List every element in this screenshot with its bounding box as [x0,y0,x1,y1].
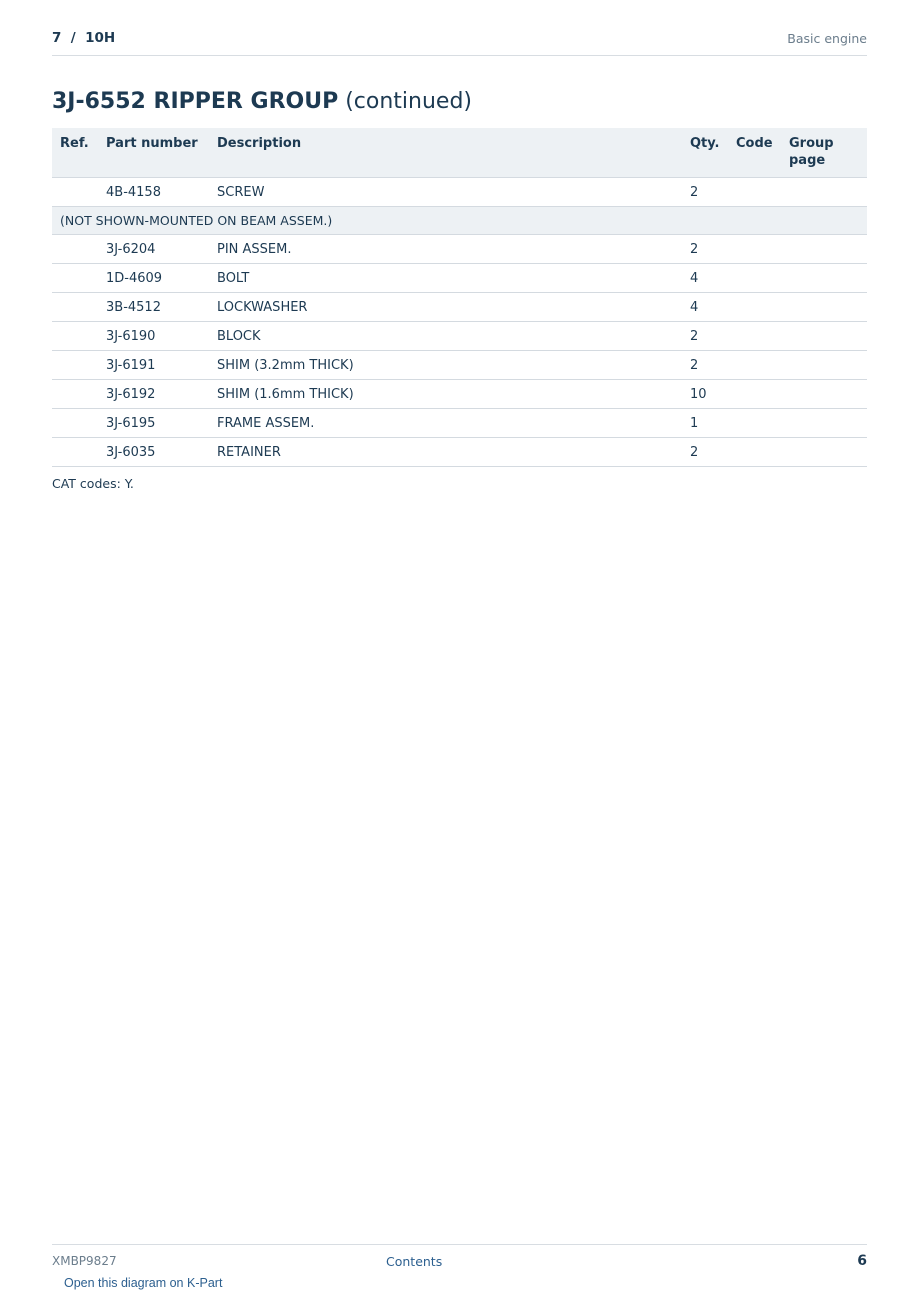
table-row [52,235,867,264]
qty-cell: 2 [682,178,728,207]
table-row [52,438,867,467]
col-part-number: Part number [98,128,209,178]
ref-cell [52,293,98,322]
open-kpart-link[interactable]: Open this diagram on K-Part [64,1276,223,1290]
code-cell [728,235,781,264]
parts-table [52,128,867,467]
breadcrumb: 7 / 10H [52,30,116,46]
description-cell: PIN ASSEM. [209,235,682,264]
page-title [52,89,472,114]
ref-cell [52,351,98,380]
section-label: Basic engine [787,31,867,46]
group-page-cell [781,438,867,467]
description-cell: SHIM (1.6mm THICK) [209,380,682,409]
table-header-row [52,128,867,178]
code-cell [728,351,781,380]
ref-cell [52,409,98,438]
description-cell: BOLT [209,264,682,293]
group-page-cell [781,293,867,322]
col-code: Code [728,128,781,178]
code-cell [728,264,781,293]
col-ref: Ref. [52,128,98,178]
qty-cell: 2 [682,438,728,467]
part-number-cell: 3J-6191 [98,351,209,380]
code-cell [728,438,781,467]
table-row [52,293,867,322]
table-body [52,178,867,467]
description-cell: SHIM (3.2mm THICK) [209,351,682,380]
table-row [52,409,867,438]
ref-cell [52,235,98,264]
part-number-cell: 3J-6192 [98,380,209,409]
part-number-cell: 3B-4512 [98,293,209,322]
table-row [52,351,867,380]
qty-cell: 4 [682,293,728,322]
code-cell [728,380,781,409]
description-cell: RETAINER [209,438,682,467]
contents-link[interactable]: Contents [386,1254,443,1269]
part-number-cell: 3J-6195 [98,409,209,438]
page-header [52,30,867,56]
ref-cell [52,438,98,467]
ref-cell [52,322,98,351]
qty-cell: 1 [682,409,728,438]
qty-cell: 2 [682,235,728,264]
qty-cell: 4 [682,264,728,293]
page-footer [52,1244,867,1275]
group-page-cell [781,380,867,409]
code-cell [728,178,781,207]
group-page-cell [781,351,867,380]
qty-cell: 2 [682,322,728,351]
col-group-page: Group page [781,128,867,178]
table-row [52,322,867,351]
table-row [52,264,867,293]
description-cell: SCREW [209,178,682,207]
ref-cell [52,178,98,207]
description-cell: FRAME ASSEM. [209,409,682,438]
group-page-cell [781,409,867,438]
code-cell [728,322,781,351]
group-page-cell [781,264,867,293]
group-page-cell [781,322,867,351]
page-number: 6 [857,1253,867,1269]
code-cell [728,409,781,438]
table-row [52,380,867,409]
part-number-cell: 1D-4609 [98,264,209,293]
group-page-cell [781,178,867,207]
description-cell: LOCKWASHER [209,293,682,322]
note-row [52,207,867,235]
qty-cell: 10 [682,380,728,409]
ref-cell [52,264,98,293]
code-cell [728,293,781,322]
col-qty: Qty. [682,128,728,178]
part-number-cell: 3J-6204 [98,235,209,264]
document-id: XMBP9827 [52,1254,117,1268]
note-text: (NOT SHOWN-MOUNTED ON BEAM ASSEM.) [52,207,867,235]
col-description: Description [209,128,682,178]
part-number-cell: 4B-4158 [98,178,209,207]
description-cell: BLOCK [209,322,682,351]
qty-cell: 2 [682,351,728,380]
title-suffix: (continued) [338,89,473,114]
ref-cell [52,380,98,409]
group-title: 3J-6552 RIPPER GROUP [52,89,339,114]
cat-codes: CAT codes: Y. [52,476,134,491]
part-number-cell: 3J-6035 [98,438,209,467]
part-number-cell: 3J-6190 [98,322,209,351]
group-page-cell [781,235,867,264]
table-row [52,178,867,207]
